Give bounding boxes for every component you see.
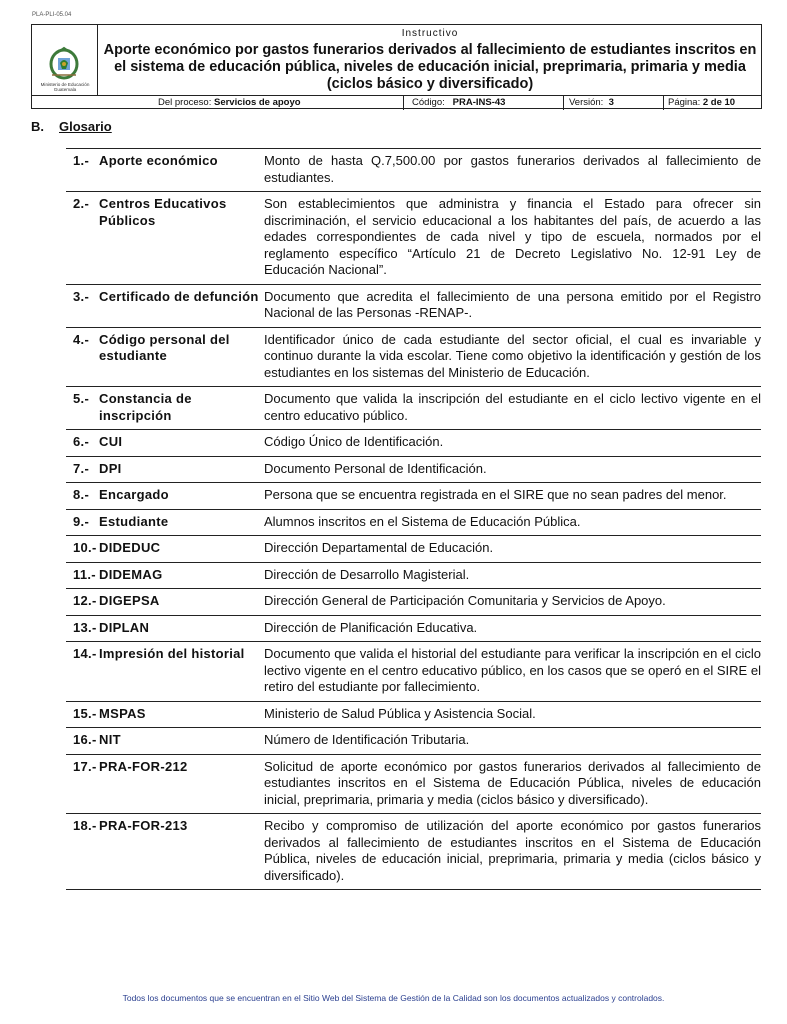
- glossary-definition: Solicitud de aporte económico por gastos funerarios derivados al fallecimiento de estudiantes inscritos en el Sistema de Educación Pública, niveles de educación inicial, preprimaria, primaria y media (ciclos básico y diversificado).: [264, 758, 761, 807]
- section-letter: B.: [31, 119, 44, 134]
- page-footer: Todos los documentos que se encuentran en el Sitio Web del Sistema de Gestión de la Calidad son los documentos actualizados y controlados.: [122, 993, 665, 1003]
- glossary-definition: Documento que acredita el fallecimiento de una persona emitido por el Registro Nacional de las Personas -RENAP-.: [264, 288, 761, 320]
- glossary-row: [66, 327, 761, 387]
- glossary-row: [66, 562, 761, 589]
- glossary-number: 14.-: [73, 646, 97, 661]
- glossary-definition: Alumnos inscritos en el Sistema de Educación Pública.: [264, 513, 581, 529]
- glossary-term-label: Aporte económico: [99, 153, 218, 168]
- glossary-number: 18.-: [73, 818, 97, 833]
- glossary-term-label: CUI: [99, 434, 123, 449]
- glossary-term-label: DIPLAN: [99, 619, 150, 635]
- glossary-number: 10.-: [73, 540, 97, 555]
- section-heading: [31, 119, 112, 134]
- version-label: Versión:: [569, 97, 604, 108]
- glossary-definition: Documento que valida el historial del estudiante para verificar la inscripción en el ciclo lectivo vigente en el centro educativo público, en los casos que se operó en el SIRE el retiro del estudiante por fallecimiento.: [264, 646, 761, 694]
- glossary-definition: Son establecimientos que administra y financia el Estado para ofrecer sin discriminación, el servicio educacional a los habitantes del país, de acuerdo a las edades correspondientes de cada nivel y tipo de escuela, normados por el reglamento específico “Artículo 21 de Decreto Legislativo No. 12-91 Ley de Educación Nacional”.: [264, 196, 761, 277]
- glossary-row: [66, 148, 761, 191]
- glossary-definition: Dirección General de Participación Comunitaria y Servicios de Apoyo.: [264, 593, 666, 608]
- glossary-definition: Identificador único de cada estudiante del sector oficial, el cual es invariable y continuo durante la vida escolar. Tiene como objetivo la identificación y gestión de los estudiantes en los sistemas del Ministerio de Educación.: [264, 331, 761, 380]
- glossary-definition: Dirección de Planificación Educativa.: [264, 619, 478, 635]
- glossary-term: [66, 706, 264, 723]
- glossary-number: 16.-: [73, 732, 97, 747]
- glossary-term: [66, 461, 264, 478]
- glossary-term-label: DIDEMAG: [99, 566, 163, 582]
- glossary-row: [66, 456, 761, 483]
- code-cell: [404, 96, 564, 110]
- glossary-definition: Documento que valida la inscripción del estudiante en el ciclo lectivo vigente en el centro educativo público.: [264, 391, 761, 423]
- glossary-term-label: DIDEDUC: [99, 540, 161, 555]
- glossary-number: 5.-: [73, 391, 90, 406]
- glossary-definition: Dirección de Desarrollo Magisterial.: [264, 566, 470, 582]
- glossary-term: [66, 391, 264, 424]
- glossary-term-label: Certificado de defunción: [99, 288, 259, 304]
- page-value: 2 de 10: [702, 97, 736, 108]
- document-type: Instructivo: [401, 28, 459, 39]
- glossary-number: 1.-: [73, 153, 90, 168]
- glossary-row: [66, 482, 761, 509]
- logo-cell: [32, 25, 98, 95]
- glossary-term-label: DIGEPSA: [99, 593, 160, 608]
- glossary-term-label: Impresión del historial: [99, 646, 245, 661]
- glossary-row: [66, 535, 761, 562]
- glossary-row: [66, 386, 761, 429]
- glossary-term-label: Código personal del estudiante: [99, 331, 230, 363]
- document-title: Aporte económico por gastos funerarios derivados al fallecimiento de estudiantes inscritos en el sistema de educación pública, niveles de educación inicial, preprimaria, primaria y media (ciclos básico y diversificado): [103, 42, 757, 92]
- glossary-term: [66, 732, 264, 749]
- page-cell: [664, 96, 761, 110]
- glossary-definition: Persona que se encuentra registrada en el SIRE que no sean padres del menor.: [264, 487, 727, 502]
- glossary-term-label: NIT: [99, 732, 121, 747]
- glossary-number: 9.-: [73, 513, 90, 529]
- glossary-term-label: Encargado: [99, 487, 169, 502]
- glossary-number: 8.-: [73, 487, 90, 502]
- glossary-definition: Ministerio de Salud Pública y Asistencia Social.: [264, 705, 536, 721]
- glossary-term: [66, 567, 264, 584]
- glossary-row: [66, 509, 761, 536]
- glossary-number: 2.-: [73, 196, 90, 211]
- glossary-definition: Documento Personal de Identificación.: [264, 460, 487, 476]
- glossary-row: [66, 429, 761, 456]
- code-value: PRA-INS-43: [452, 97, 506, 108]
- document-header: [31, 24, 762, 109]
- glossary-table: [66, 148, 761, 890]
- glossary-term-label: Constancia de inscripción: [99, 391, 192, 423]
- glossary-definition: Código Único de Identificación.: [264, 434, 444, 449]
- glossary-term: [66, 196, 264, 279]
- glossary-term: [66, 818, 264, 884]
- glossary-term-label: PRA-FOR-212: [99, 758, 188, 774]
- glossary-term: [66, 620, 264, 637]
- glossary-term: [66, 593, 264, 610]
- glossary-row: [66, 754, 761, 814]
- glossary-number: 15.-: [73, 705, 97, 721]
- glossary-row: [66, 813, 761, 890]
- glossary-term-label: DPI: [99, 460, 122, 476]
- glossary-definition: Monto de hasta Q.7,500.00 por gastos funerarios derivados al fallecimiento de estudiantes.: [264, 153, 761, 185]
- version-cell: [564, 96, 664, 110]
- glossary-number: 4.-: [73, 331, 90, 347]
- glossary-term: [66, 332, 264, 382]
- glossary-row: [66, 727, 761, 754]
- glossary-term: [66, 759, 264, 809]
- code-label: Código:: [412, 97, 445, 108]
- process-value: Servicios de apoyo: [213, 97, 301, 108]
- coat-of-arms-logo: [44, 45, 84, 85]
- glossary-number: 3.-: [73, 288, 90, 304]
- process-cell: [32, 96, 404, 110]
- glossary-term: [66, 487, 264, 504]
- glossary-definition: Número de Identificación Tributaria.: [264, 732, 470, 747]
- glossary-number: 13.-: [73, 619, 97, 635]
- glossary-term: [66, 646, 264, 696]
- section-title: Glosario: [59, 119, 112, 134]
- glossary-row: [66, 701, 761, 728]
- glossary-term-label: Estudiante: [99, 513, 169, 529]
- glossary-number: 11.-: [73, 566, 96, 582]
- glossary-number: 12.-: [73, 593, 97, 608]
- glossary-row: [66, 191, 761, 284]
- glossary-row: [66, 615, 761, 642]
- glossary-number: 6.-: [73, 434, 90, 449]
- glossary-term-label: PRA-FOR-213: [99, 818, 188, 833]
- glossary-number: 17.-: [73, 758, 97, 774]
- process-label: Del proceso:: [158, 97, 212, 108]
- glossary-definition: Recibo y compromiso de utilización del aporte económico por gastos funerarios derivados al fallecimiento de estudiantes inscritos en el Sistema de Educación Pública, niveles de educación inicial, preprimaria, primaria y media (ciclos básico y diversificado).: [264, 818, 761, 883]
- glossary-term: [66, 514, 264, 531]
- glossary-term: [66, 289, 264, 322]
- glossary-term: [66, 153, 264, 186]
- glossary-row: [66, 641, 761, 701]
- glossary-term-label: Centros Educativos Públicos: [99, 196, 227, 228]
- document-code: PLA-PLI-05.04: [32, 12, 72, 18]
- glossary-term-label: MSPAS: [99, 705, 146, 721]
- glossary-term: [66, 540, 264, 557]
- version-value: 3: [608, 97, 614, 108]
- glossary-row: [66, 284, 761, 327]
- glossary-definition: Dirección Departamental de Educación.: [264, 540, 494, 555]
- logo-text: Ministerio de Educación Guatemala: [40, 82, 90, 92]
- glossary-row: [66, 588, 761, 615]
- document-meta-row: [32, 95, 761, 110]
- page-label: Página:: [668, 97, 701, 108]
- glossary-term: [66, 434, 264, 451]
- glossary-number: 7.-: [73, 460, 90, 476]
